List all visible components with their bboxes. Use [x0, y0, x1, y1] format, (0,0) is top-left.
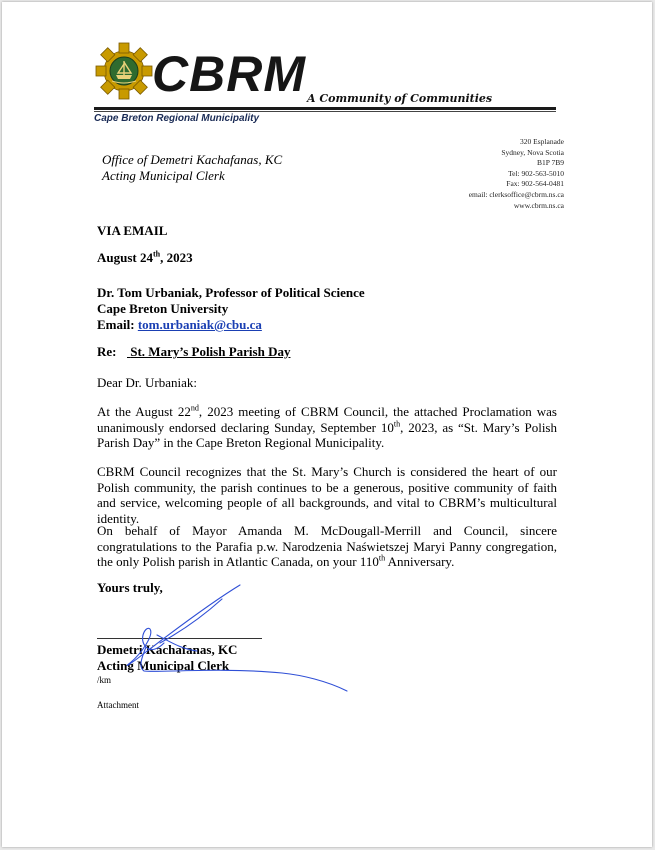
- subject-line: [97, 344, 290, 360]
- recipient-email-link[interactable]: tom.urbaniak@cbu.ca: [137, 317, 262, 332]
- date-sup: th: [153, 249, 161, 259]
- cbrm-emblem-icon: [95, 42, 153, 100]
- closing: Yours truly,: [97, 580, 163, 595]
- paragraph-3: [97, 523, 557, 570]
- address-web: www.cbrm.ns.ca: [513, 200, 564, 210]
- date-suffix: , 2023: [160, 250, 193, 265]
- signer-title: Acting Municipal Clerk: [97, 658, 230, 673]
- handwritten-signature: [102, 577, 352, 697]
- letter-date: [97, 250, 193, 266]
- re-subject: St. Mary’s Polish Parish Day: [130, 344, 291, 359]
- address-street: 320 Esplanade: [520, 137, 564, 146]
- p1-text-a: At the August 22: [97, 404, 191, 419]
- p1-text-c: , 2023, as “St. Mary’s Polish Parish Day” in the Cape Breton Regional Municipality.: [97, 419, 557, 450]
- p3-text-b: Anniversary.: [385, 554, 455, 569]
- recipient-name: Dr. Tom Urbaniak, Professor of Political Science: [97, 285, 365, 300]
- p1-sup-1: nd: [190, 403, 199, 413]
- office-line-2: Acting Municipal Clerk: [102, 168, 225, 183]
- p3-sup: th: [378, 553, 386, 563]
- office-line-1: Office of Demetri Kachafanas, KC: [102, 152, 283, 167]
- letter-page: [2, 2, 652, 847]
- recipient-email-row: [97, 317, 365, 333]
- address-fax: Fax: 902-564-0481: [506, 179, 564, 189]
- recipient-org: Cape Breton University: [97, 301, 229, 316]
- p1-sup-2: th: [393, 419, 401, 429]
- re-label: Re:: [97, 344, 117, 359]
- letterhead-rule: [94, 107, 556, 110]
- signer-name: Demetri Kachafanas, KC: [97, 642, 238, 657]
- address-email: email: clerksoffice@cbrm.ns.ca: [468, 189, 564, 199]
- p1-text-b: , 2023 meeting of CBRM Council, the attached Proclamation was unanimously endorsed declaring Sunday, September 10: [97, 404, 557, 435]
- salutation: Dear Dr. Urbaniak:: [97, 375, 197, 390]
- address-city: Sydney, Nova Scotia: [501, 147, 564, 157]
- letterhead-tagline: A Community of Communities: [307, 92, 493, 105]
- paragraph-1: [97, 404, 557, 451]
- typist-initials: /km: [97, 675, 112, 685]
- p3-text-a: On behalf of Mayor Amanda M. McDougall-Merrill and Council, sincere congratulations to the Parafia p.w. Narodzenia Naświetszej Maryi Panny congregation, the only Polish parish in Atlantic Canada, on your 110: [97, 523, 557, 569]
- address-block: [469, 137, 564, 211]
- via-email-line: VIA EMAIL: [97, 223, 168, 238]
- recipient-block: [97, 285, 365, 333]
- letterhead-rule-thin: [94, 111, 556, 112]
- office-block: [102, 152, 282, 184]
- cbrm-wordmark: CBRM: [152, 46, 306, 102]
- date-prefix: August 24: [97, 250, 153, 265]
- paragraph-2: CBRM Council recognizes that the St. Mary’s Church is considered the heart of our Polish community, the parish continues to be a generous, positive community of faith and service, welcoming people of all backgrounds, and vital to CBRM’s multicultural identity.: [97, 464, 557, 526]
- attachment-note: Attachment: [97, 700, 139, 710]
- address-tel: Tel: 902-563-5010: [508, 168, 564, 178]
- letterhead-subtitle: Cape Breton Regional Municipality: [94, 113, 260, 124]
- address-postal: B1P 7B9: [536, 158, 564, 168]
- email-label: Email:: [97, 317, 135, 332]
